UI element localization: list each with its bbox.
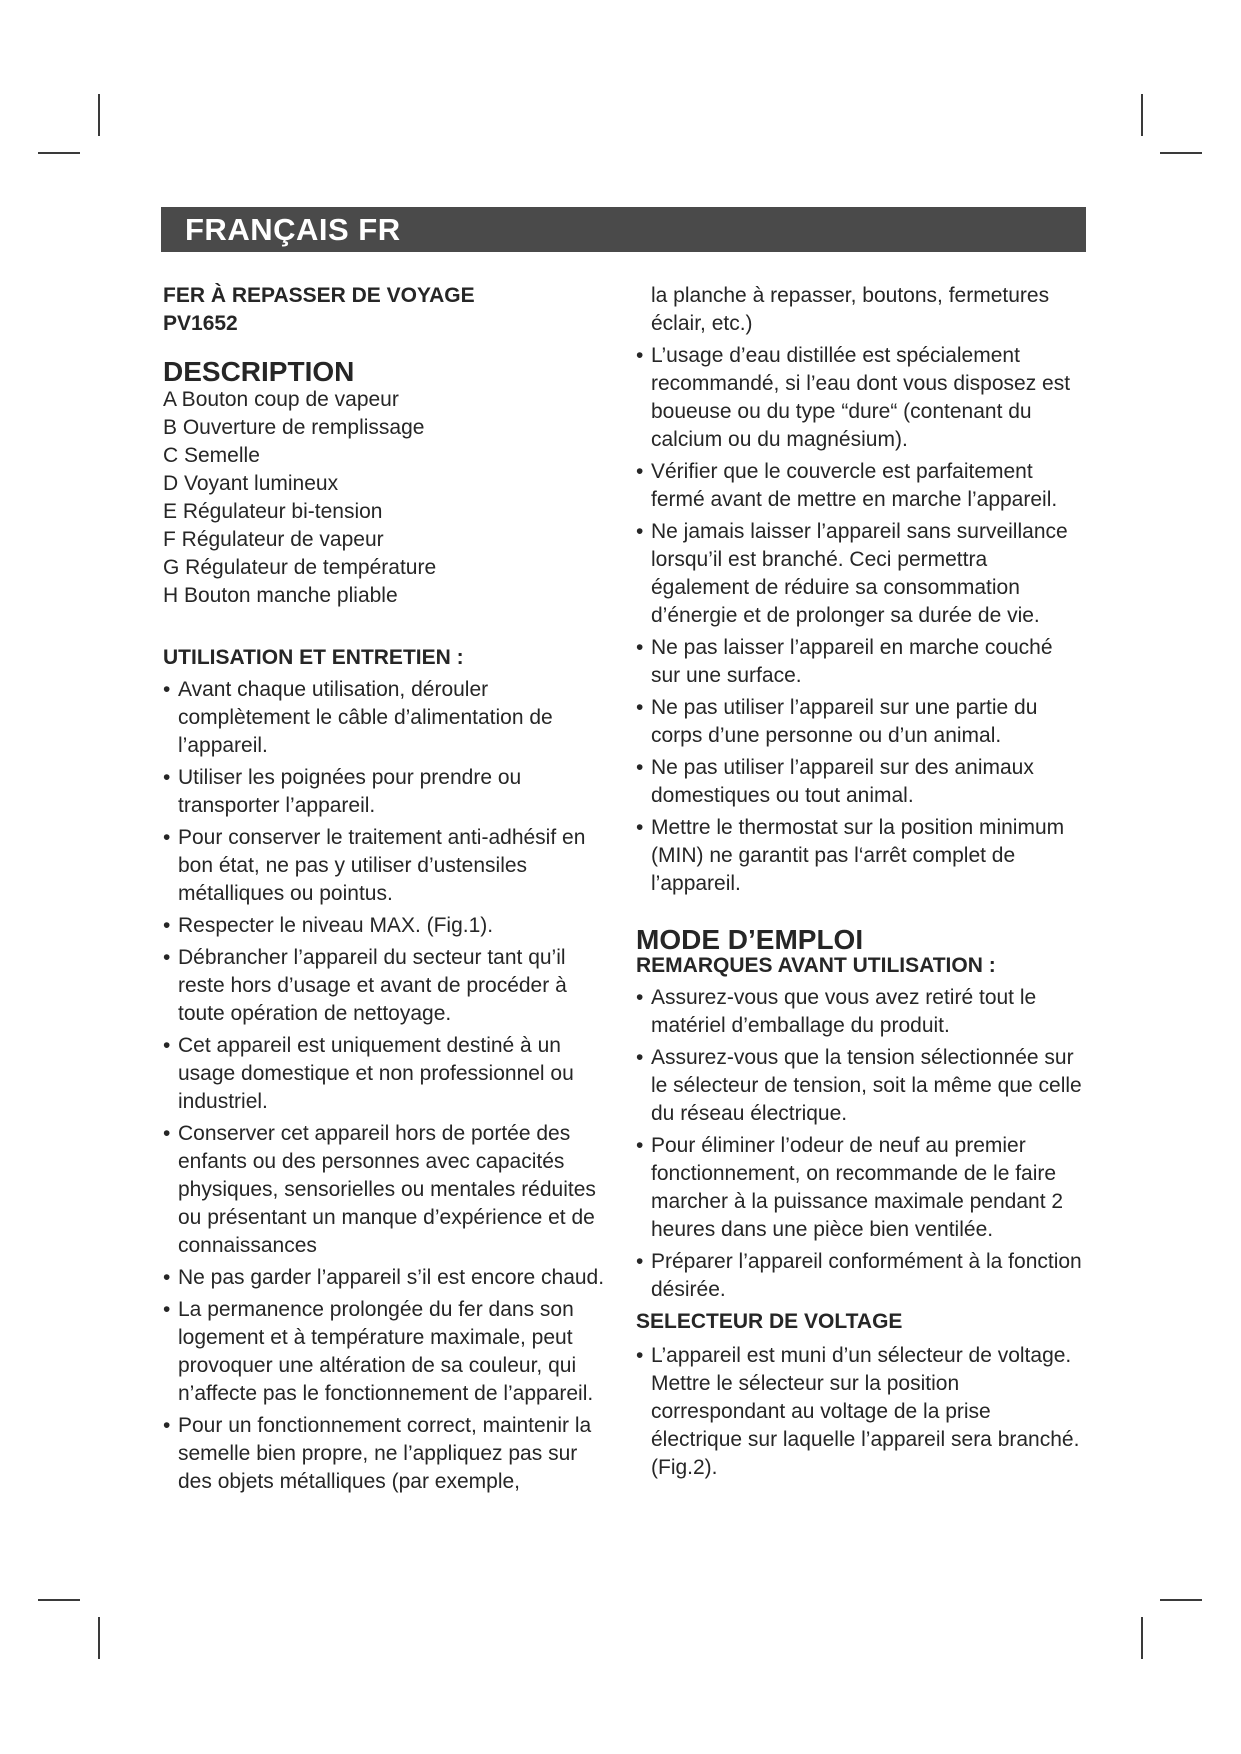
part-item-h: H Bouton manche pliable — [163, 584, 398, 607]
right-column — [636, 282, 1086, 1486]
remark-item: • Préparer l’appareil conformément à la fonction désirée. — [636, 1248, 1086, 1304]
usage-list — [163, 676, 613, 1496]
usage-item: • Pour un fonctionnement correct, maintenir la semelle bien propre, ne l’appliquez pas sur des objets métalliques (par exemple, — [163, 1412, 613, 1496]
part-item-g: G Régulateur de température — [163, 556, 437, 579]
usage-heading: UTILISATION ET ENTRETIEN : — [163, 646, 464, 669]
remark-item: • Pour éliminer l’odeur de neuf au premier fonctionnement, on recommande de le faire marcher à la puissance maximale pendant 2 heures dans une pièce bien ventilée. — [636, 1132, 1086, 1244]
usage-item-continuation: la planche à repasser, boutons, fermetures éclair, etc.) — [651, 284, 1050, 335]
part-item-c: C Semelle — [163, 444, 260, 467]
crop-mark-top-left-horizontal — [38, 152, 80, 154]
voltage-item: • L’appareil est muni d’un sélecteur de voltage. Mettre le sélecteur sur la position correspondant au voltage de la prise électrique sur laquelle l’appareil sera branché. (Fig.2). — [636, 1342, 1086, 1482]
voltage-list — [636, 1342, 1086, 1482]
part-item-a: A Bouton coup de vapeur — [163, 388, 399, 411]
crop-mark-bottom-right-horizontal — [1160, 1599, 1202, 1601]
mode-heading: MODE D’EMPLOI — [636, 924, 864, 955]
product-model: PV1652 — [163, 312, 238, 335]
usage-item: • Ne pas utiliser l’appareil sur une partie du corps d’une personne ou d’un animal. — [636, 694, 1086, 750]
left-column — [163, 282, 613, 1500]
crop-mark-top-right-vertical — [1141, 94, 1143, 136]
usage-item: • Ne pas garder l’appareil s’il est encore chaud. — [163, 1264, 613, 1292]
part-item-d: D Voyant lumineux — [163, 472, 339, 495]
crop-mark-bottom-right-vertical — [1141, 1617, 1143, 1659]
usage-item: • Ne pas utiliser l’appareil sur des animaux domestiques ou tout animal. — [636, 754, 1086, 810]
part-item-e: E Régulateur bi-tension — [163, 500, 383, 523]
crop-mark-bottom-left-horizontal — [38, 1599, 80, 1601]
usage-item: • Vérifier que le couvercle est parfaitement fermé avant de mettre en marche l’appareil. — [636, 458, 1086, 514]
usage-item: • Respecter le niveau MAX. (Fig.1). — [163, 912, 613, 940]
usage-item: • Avant chaque utilisation, dérouler complètement le câble d’alimentation de l’appareil. — [163, 676, 613, 760]
remarks-heading: REMARQUES AVANT UTILISATION : — [636, 954, 996, 977]
part-item-b: B Ouverture de remplissage — [163, 416, 425, 439]
remarks-list — [636, 984, 1086, 1304]
usage-item: • Débrancher l’appareil du secteur tant qu’il reste hors d’usage et avant de procéder à toute opération de nettoyage. — [163, 944, 613, 1028]
usage-item: • Conserver cet appareil hors de portée des enfants ou des personnes avec capacités physiques, sensorielles ou mentales réduites ou présentant un manque d’expérience et de connaissances — [163, 1120, 613, 1260]
crop-mark-top-right-horizontal — [1160, 152, 1202, 154]
usage-item: • La permanence prolongée du fer dans son logement et à température maximale, peut provoquer une altération de sa couleur, qui n’affecte pas le fonctionnement de l’appareil. — [163, 1296, 613, 1408]
usage-item: • Utiliser les poignées pour prendre ou transporter l’appareil. — [163, 764, 613, 820]
parts-list — [163, 386, 613, 610]
language-header: FRANÇAIS FR — [161, 207, 1086, 252]
usage-item: • Ne jamais laisser l’appareil sans surveillance lorsqu’il est branché. Ceci permettra également de réduire sa consommation d’énergie et de prolonger sa durée de vie. — [636, 518, 1086, 630]
usage-item: • L’usage d’eau distillée est spécialement recommandé, si l’eau dont vous disposez est boueuse ou du type “dure“ (contenant du calcium ou du magnésium). — [636, 342, 1086, 454]
description-heading: DESCRIPTION — [163, 356, 355, 387]
usage-item: • Ne pas laisser l’appareil en marche couché sur une surface. — [636, 634, 1086, 690]
product-name: FER À REPASSER DE VOYAGE — [163, 284, 475, 307]
part-item-f: F Régulateur de vapeur — [163, 528, 384, 551]
usage-item: • Mettre le thermostat sur la position minimum (MIN) ne garantit pas l‘arrêt complet de l’appareil. — [636, 814, 1086, 898]
crop-mark-top-left-vertical — [98, 94, 100, 136]
usage-item: • Cet appareil est uniquement destiné à un usage domestique et non professionnel ou industriel. — [163, 1032, 613, 1116]
crop-mark-bottom-left-vertical — [98, 1617, 100, 1659]
remark-item: • Assurez-vous que vous avez retiré tout le matériel d’emballage du produit. — [636, 984, 1086, 1040]
remark-item: • Assurez-vous que la tension sélectionnée sur le sélecteur de tension, soit la même que celle du réseau électrique. — [636, 1044, 1086, 1128]
usage-list-continued — [636, 342, 1086, 898]
voltage-heading: SELECTEUR DE VOLTAGE — [636, 1310, 903, 1333]
usage-item: • Pour conserver le traitement anti-adhésif en bon état, ne pas y utiliser d’ustensiles métalliques ou pointus. — [163, 824, 613, 908]
